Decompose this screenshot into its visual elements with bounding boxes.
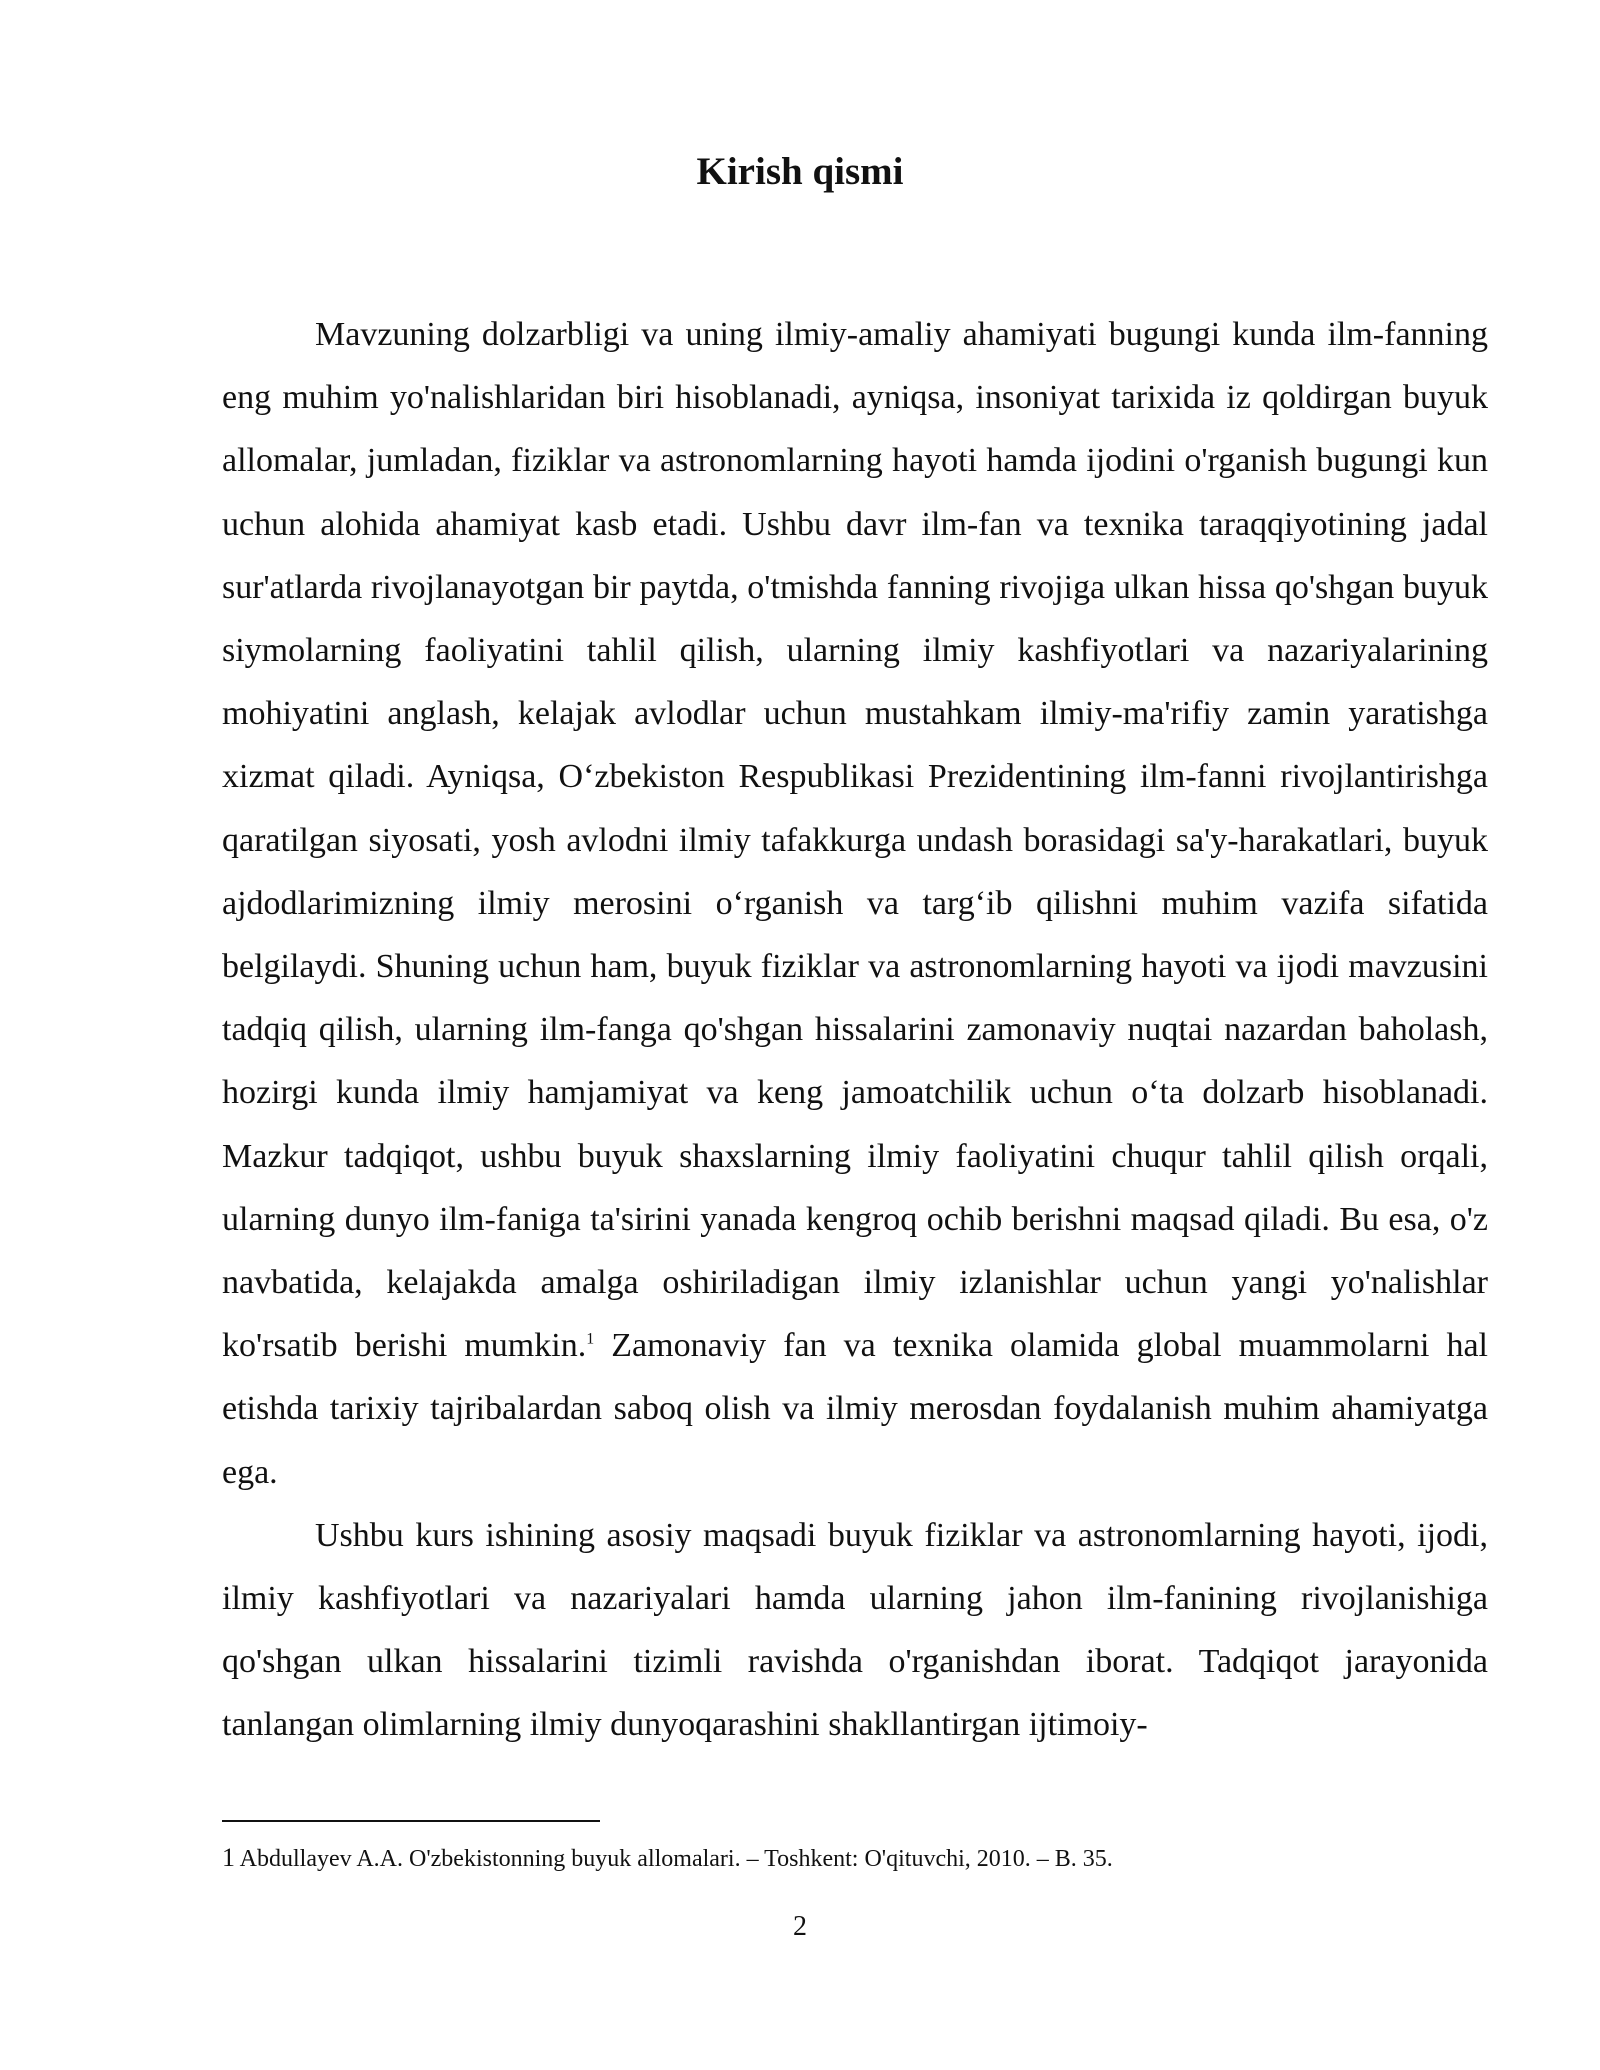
footnote-reference[interactable]: 1 <box>586 1330 595 1348</box>
page-number: 2 <box>793 1911 807 1942</box>
section-title: Kirish qismi <box>696 150 904 193</box>
paragraph-relevance-text: Mavzuning dolzarbligi va uning ilmiy-amaliy ahamiyati bugungi kunda ilm-fanning eng muhim yo'nalishlaridan biri hisoblanadi, ayniqsa, insoniyat tarixida iz qoldirgan buyuk allomalar, jumladan, fiziklar va astronomlarning hayoti hamda ijodini o'rganish bugungi kun uchun alohida ahamiyat kasb etadi. Ushbu davr ilm-fan va texnika taraqqiyotining jadal sur'atlarda rivojlanayotgan bir paytda, o'tmishda fanning rivojiga ulkan hissa qo'shgan buyuk siymolarning faoliyatini tahlil qilish, ularning ilmiy kashfiyotlari va nazariyalarining mohiyatini anglash, kelajak avlodlar uchun mustahkam ilmiy-ma'rifiy zamin yaratishga xizmat qiladi. Ayniqsa, Oʻzbekiston Respublikasi Prezidentining ilm-fanni rivojlantirishga qaratilgan siyosati, yosh avlodni ilmiy tafakkurga undash borasidagi sa'y-harakatlari, buyuk ajdodlarimizning ilmiy merosini oʻrganish va targʻib qilishni muhim vazifa sifatida belgilaydi. Shuning uchun ham, buyuk fiziklar va astronomlarning hayoti va ijodi mavzusini tadqiq qilish, ularning ilm-fanga qo'shgan hissalarini zamonaviy nuqtai nazardan baholash, hozirgi kunda ilmiy hamjamiyat va keng jamoatchilik uchun oʻta dolzarb hisoblanadi. Mazkur tadqiqot, ushbu buyuk shaxslarning ilmiy faoliyatini chuqur tahlil qilish orqali, ularning dunyo ilm-faniga ta'sirini yanada kengroq ochib berishni maqsad qiladi. Bu esa, o'z navbatida, kelajakda amalga oshiriladigan ilmiy izlanishlar uchun yangi yo'nalishlar ko'rsatib berishi mumkin. <box>222 316 1488 1365</box>
footnote <box>222 1843 1488 1874</box>
body-text <box>222 303 1488 1757</box>
footnote-text: Abdullayev A.A. O'zbekistonning buyuk allomalari. – Toshkent: O'qituvchi, 2010. – B. 35. <box>235 1846 1113 1872</box>
paragraph-relevance <box>222 303 1488 1504</box>
footnote-separator <box>222 1820 600 1822</box>
paragraph-relevance-continuation: Zamonaviy fan va texnika olamida global muammolarni hal etishda tarixiy tajribalardan saboq olish va ilmiy merosdan foydalanish muhim ahamiyatga ega. <box>222 1327 1489 1491</box>
paragraph-goal: Ushbu kurs ishining asosiy maqsadi buyuk fiziklar va astronomlarning hayoti, ijodi, ilmiy kashfiyotlari va nazariyalari hamda ularning jahon ilm-fanining rivojlanishiga qo'shgan ulkan hissalarini tizimli ravishda o'rganishdan iborat. Tadqiqot jarayonida tanlangan olimlarning ilmiy dunyoqarashini shakllantirgan ijtimoiy- <box>222 1516 1488 1744</box>
footnote-number: 1 <box>222 1843 235 1872</box>
